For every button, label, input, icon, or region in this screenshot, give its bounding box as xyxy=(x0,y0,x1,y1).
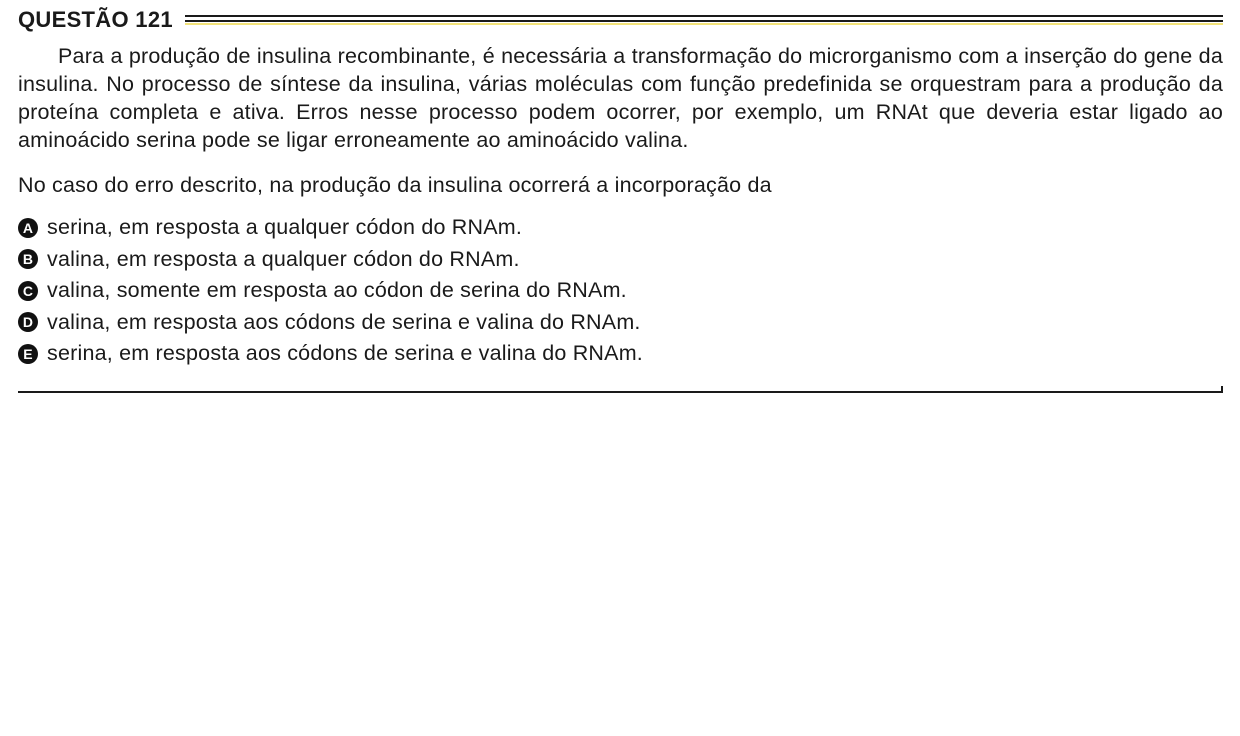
option-letter-badge: D xyxy=(18,312,38,332)
bottom-divider xyxy=(18,391,1223,393)
question-header xyxy=(18,0,1223,40)
option-text: valina, em resposta a qualquer códon do RNAm. xyxy=(47,246,520,271)
option-a[interactable] xyxy=(18,212,1223,244)
question-statement: Para a produção de insulina recombinante, é necessária a transformação do microrganismo com a inserção do gene da insulina. No processo de síntese da insulina, várias moléculas com função predefinida se orquestram para a produção da proteína completa e ativa. Erros nesse processo podem ocorrer, por exemplo, um RNAt que deveria estar ligado ao aminoácido serina pode se ligar erroneamente ao aminoácido valina. xyxy=(18,44,1223,152)
question-block xyxy=(18,0,1223,370)
option-text: serina, em resposta a qualquer códon do RNAm. xyxy=(47,215,523,240)
bottom-divider-tick xyxy=(1221,386,1223,392)
option-letter-badge: B xyxy=(18,249,38,269)
option-letter-badge: E xyxy=(18,344,38,364)
question-command: No caso do erro descrito, na produção da insulina ocorrerá a incorporação da xyxy=(18,173,772,197)
option-e[interactable] xyxy=(18,338,1223,370)
answer-options xyxy=(18,212,1223,370)
option-c[interactable] xyxy=(18,275,1223,307)
option-text: serina, em resposta aos códons de serina e valina do RNAm. xyxy=(47,341,643,366)
option-letter-badge: A xyxy=(18,218,38,238)
option-text: valina, somente em resposta ao códon de serina do RNAm. xyxy=(47,278,627,303)
title-divider xyxy=(185,15,1223,22)
option-text: valina, em resposta aos códons de serina e valina do RNAm. xyxy=(47,309,641,334)
option-letter-badge: C xyxy=(18,281,38,301)
option-b[interactable] xyxy=(18,244,1223,276)
question-title: QUESTÃO 121 xyxy=(18,7,173,32)
option-d[interactable] xyxy=(18,307,1223,339)
